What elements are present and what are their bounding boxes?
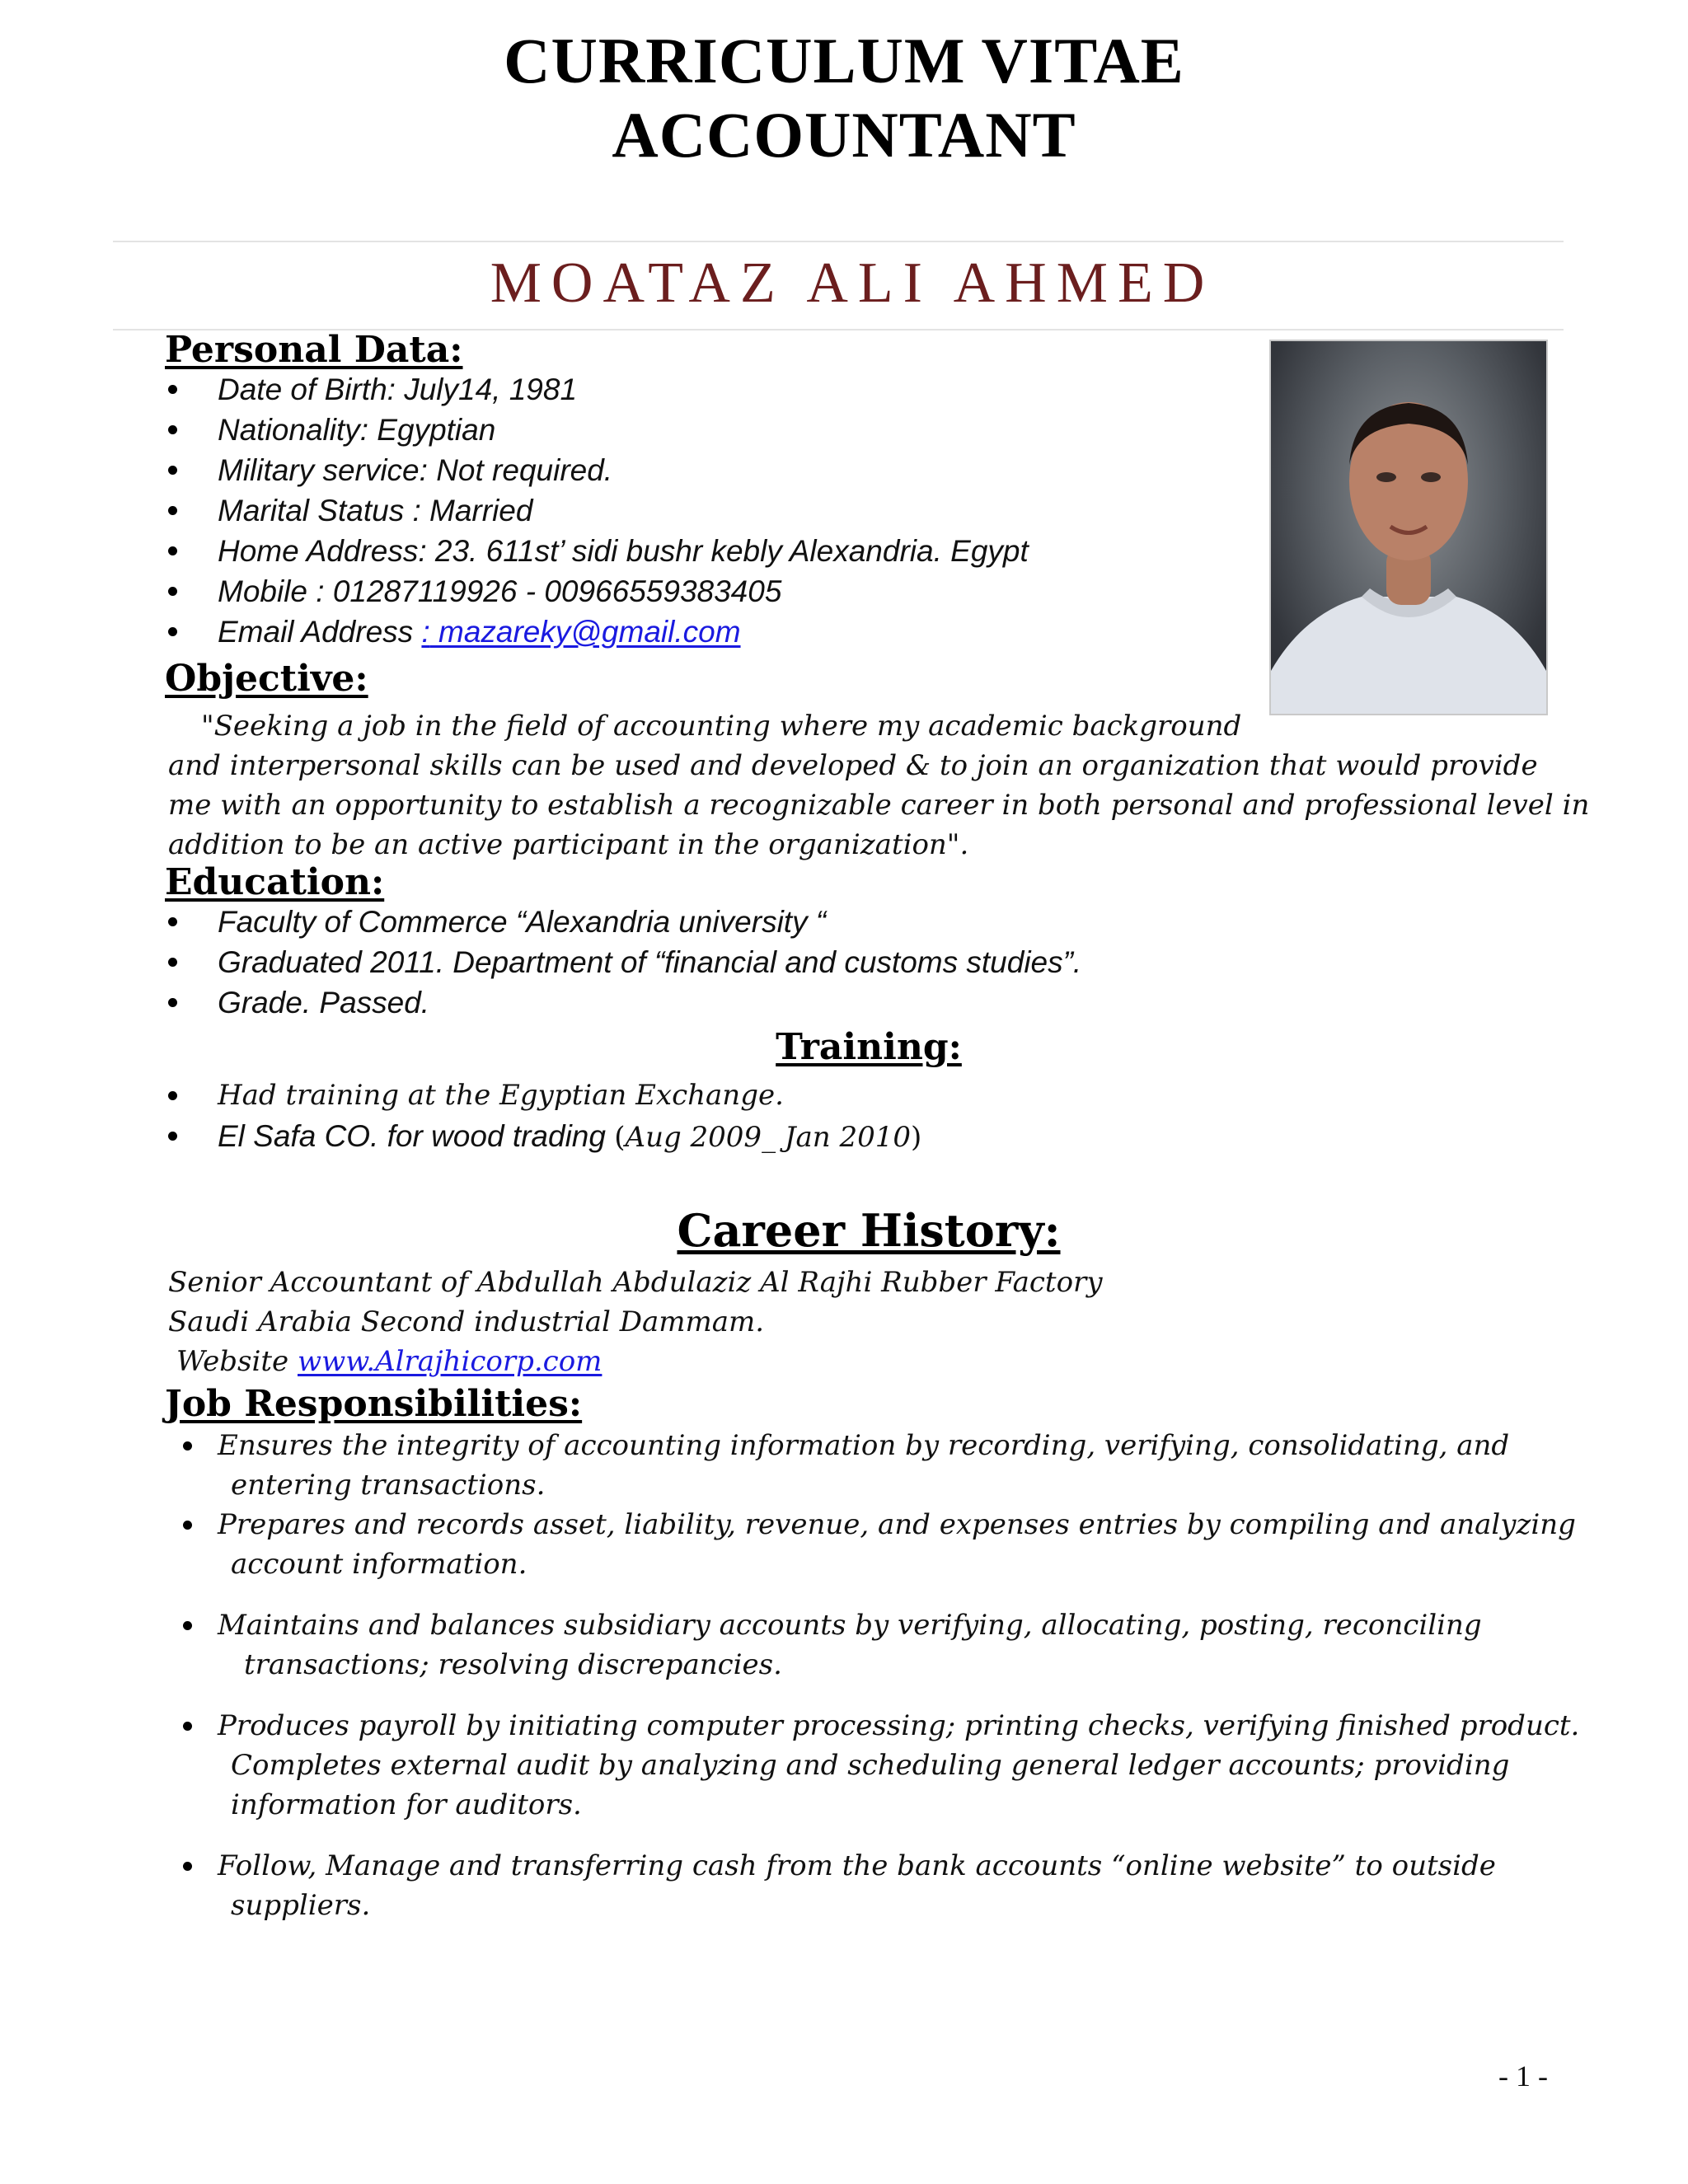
list-item-marital-status: Marital Status : Married	[165, 490, 1029, 531]
list-item-responsibility: Prepares and records asset, liability, revenue, and expenses entries by compiling and analyzing account information.	[180, 1505, 1564, 1584]
list-item-training-exchange: Had training at the Egyptian Exchange.	[165, 1076, 921, 1116]
page-number: - 1 -	[1498, 2060, 1548, 2093]
website-label: Website	[176, 1345, 298, 1378]
divider-top	[113, 241, 1564, 242]
list-item-home-address: Home Address: 23. 611st’ sidi bushr kebly Alexandria. Egypt	[165, 531, 1029, 571]
document-title: CURRICULUM VITAE	[504, 25, 1184, 96]
list-item-email	[165, 612, 1029, 652]
list-item-nationality: Nationality: Egyptian	[165, 410, 1029, 450]
training-list	[165, 1076, 921, 1156]
career-website	[168, 1342, 1103, 1381]
document-subtitle: ACCOUNTANT	[612, 99, 1076, 171]
career-position: Senior Accountant of Abdullah Abdulaziz Al Rajhi Rubber Factory	[168, 1266, 1103, 1299]
personal-data-list	[165, 369, 1029, 652]
list-item-grade: Grade. Passed.	[165, 982, 1081, 1023]
personal-data-heading: Personal Data:	[165, 329, 463, 371]
email-label: Email Address	[218, 615, 422, 649]
list-item-training-elsafa: El Safa CO. for wood trading (Aug 2009_ Jan 2010)	[165, 1116, 921, 1156]
list-item-responsibility: Follow, Manage and transferring cash from the bank accounts “online website” to outside suppliers.	[180, 1846, 1564, 1925]
list-item-responsibility: Maintains and balances subsidiary accounts by verifying, allocating, posting, reconciling transactions; resolving discrepancies.	[180, 1605, 1564, 1685]
list-item-date-of-birth: Date of Birth: July14, 1981	[165, 369, 1029, 410]
objective-text: "Seeking a job in the field of accounting where my academic background and interpersonal skills can be used and developed & to join an organization that would provide me with an opportunity to establish a recognizable career in both personal and professional level in addition to be an active participant in the organization".	[168, 710, 1590, 861]
list-item-military-service: Military service: Not required.	[165, 450, 1029, 490]
list-item-faculty: Faculty of Commerce “Alexandria university “	[165, 902, 1081, 942]
education-heading: Education:	[165, 861, 385, 903]
list-item-graduated: Graduated 2011. Department of “financial and customs studies”.	[165, 942, 1081, 982]
career-location: Saudi Arabia Second industrial Dammam.	[168, 1305, 765, 1338]
objective-heading: Objective:	[165, 658, 368, 700]
responsibilities-list	[180, 1426, 1580, 1925]
career-history-heading: Career History:	[677, 1204, 1061, 1257]
job-responsibilities-heading: Job Responsibilities:	[165, 1383, 583, 1425]
profile-photo	[1269, 340, 1548, 715]
email-link[interactable]: : mazareky@gmail.com	[421, 615, 741, 649]
career-history-details	[168, 1263, 1103, 1381]
education-list	[165, 902, 1081, 1023]
training-heading: Training:	[776, 1026, 962, 1068]
website-link[interactable]: www.Alrajhicorp.com	[297, 1345, 603, 1378]
list-item-mobile: Mobile : 01287119926 - 00966559383405	[165, 571, 1029, 612]
list-item-responsibility: Ensures the integrity of accounting information by recording, verifying, consolidating, and entering transactions.	[180, 1426, 1564, 1505]
candidate-name: MOATAZ ALI AHMED	[490, 251, 1215, 315]
list-item-responsibility: Produces payroll by initiating computer processing; printing checks, verifying finished product. Completes external audit by analyzing and scheduling general ledger accounts; providing information for auditors.	[180, 1706, 1564, 1825]
